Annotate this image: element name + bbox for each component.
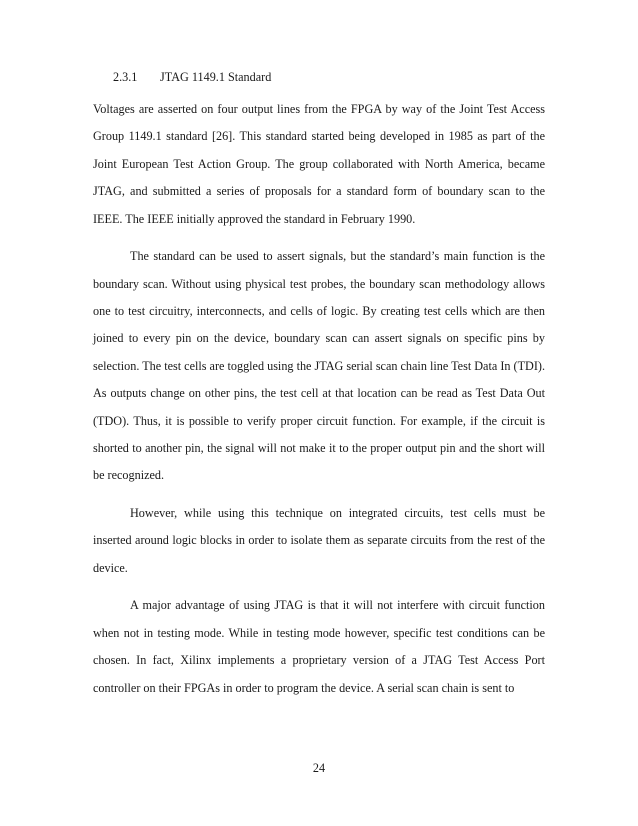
page-number: 24 [312,761,326,775]
document-page [93,0,545,826]
section-title: JTAG 1149.1 Standard [160,70,272,84]
paragraph-2: The standard can be used to assert signals, but the standard’s main function is the boundary scan. Without using physical test probes, the boundary scan methodology allows one to test circuitry, interconnects, and cells of logic. By creating test cells which are then joined to every pin on the device, boundary scan can assert signals on specific pins by selection. The test cells are toggled using the JTAG serial scan chain line Test Data In (TDI). As outputs change on other pins, the test cell at that location can be read as Test Data Out (TDO). Thus, it is possible to verify proper circuit function. For example, if the circuit is shorted to another pin, the signal will not make it to the proper output pin and the short will be recognized. [93,249,545,483]
paragraph-4: A major advantage of using JTAG is that it will not interfere with circuit function when not in testing mode. While in testing mode however, specific test conditions can be chosen. In fact, Xilinx implements a proprietary version of a JTAG Test Access Port controller on their FPGAs in order to program the device. A serial scan chain is sent to [93,598,545,695]
paragraph-1: Voltages are asserted on four output lines from the FPGA by way of the Joint Test Access Group 1149.1 standard [26]. This standard started being developed in 1985 as part of the Joint European Test Action Group. The group collaborated with North America, became JTAG, and submitted a series of proposals for a standard form of boundary scan to the IEEE. The IEEE initially approved the standard in February 1990. [93,102,545,226]
section-number: 2.3.1 [113,70,138,84]
paragraph-3: However, while using this technique on integrated circuits, test cells must be inserted around logic blocks in order to isolate them as separate circuits from the rest of the device. [93,506,545,575]
section-heading [113,68,271,86]
body-text [93,96,545,702]
